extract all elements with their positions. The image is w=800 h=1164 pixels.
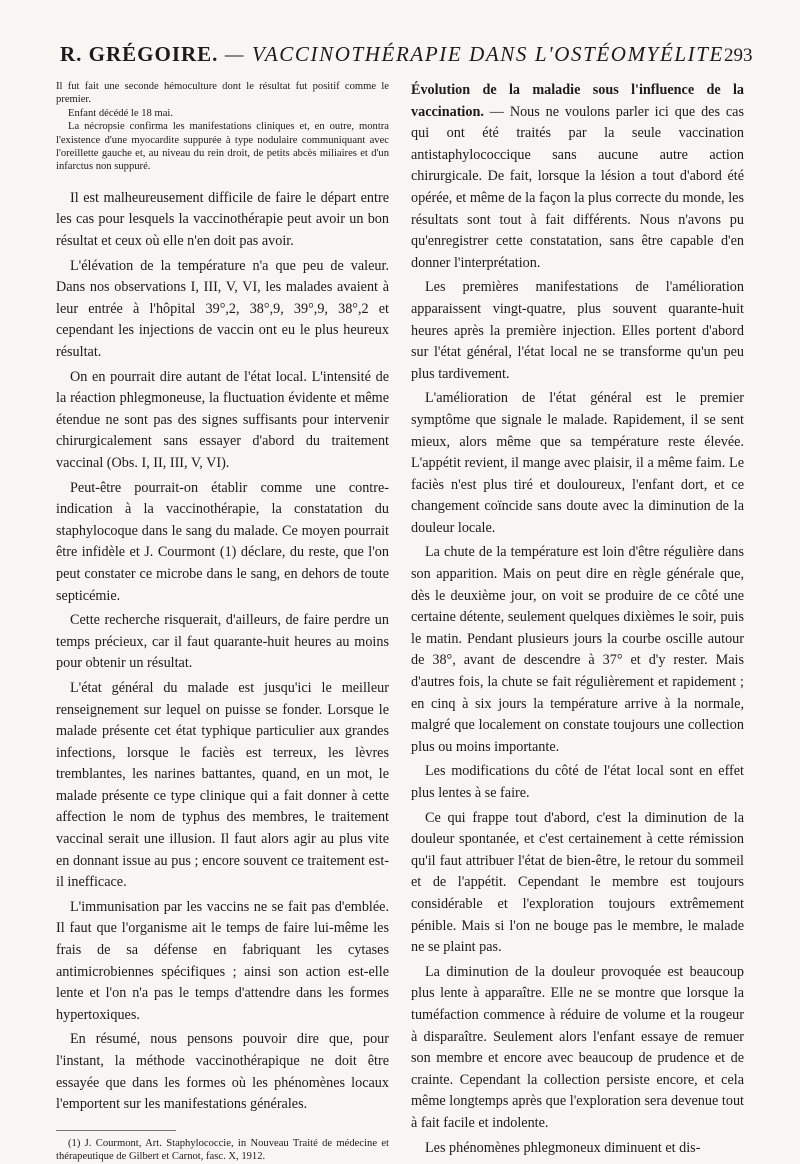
paragraph: L'état général du malade est jusqu'ici le meilleur renseignement sur lequel on puisse se fonder. Lorsque le malade présente cet état typhique particulier aux grandes infections, lorsque le faciès est terreux, les lèvres tremblantes, les narines battantes, quand, en un mot, le malade présente ce type clinique qui a fait donner à cette affection le nom de typhus des membres, le traitement vaccinal serait une illusion. Il faut alors agir au plus vite en donnant issue au pus ; encore souvent ce traitement est-il inefficace.	[56, 679, 389, 891]
right-column	[411, 80, 744, 1162]
left-column	[56, 80, 389, 1164]
paragraph: La diminution de la douleur provoquée est beaucoup plus lente à apparaître. Elle ne se montre que lorsque la tuméfaction commence à réduire de volume et la rougeur à disparaître. Seulement alors l'enfant essaye de remuer son membre et encore avec beaucoup de prudence et de crainte. Cependant la collection persiste encore, et cela même longtemps après que l'exploration sera devenue tout à fait facile et indolente.	[411, 963, 744, 1131]
header-author: R. GRÉGOIRE.	[60, 42, 219, 66]
running-header	[60, 42, 753, 67]
section-lead: — Nous ne voulons parler ici que des cas qui ont été traités par la seule vaccination antistaphylococcique sans aucune autre action chirurgicale. De fait, lorsque la lésion a tout d'abord été opérée, et même de la façon la plus correcte du monde, les résultats sont tout à fait différents. Nous n'avons pu qu'enregistrer cette constatation, sans être capable d'en donner l'interprétation.	[411, 103, 744, 271]
header-rubric: — VACCINOTHÉRAPIE DANS L'OSTÉOMYÉLITE	[224, 42, 724, 66]
paragraph: On en pourrait dire autant de l'état local. L'intensité de la réaction phlegmoneuse, la fluctuation évidente et même étendue ne sont pas des signes suffisants pour intervenir chirurgicalement sans essayer d'abord du traitement vaccinal (Obs. I, II, III, V, VI).	[56, 368, 389, 471]
paragraph: Les premières manifestations de l'amélioration apparaissent vingt-quatre, plus souvent quarante-huit heures après la première injection. Elles portent d'abord sur l'état général, l'état local ne se transforme qu'un peu plus tardivement.	[411, 279, 744, 382]
case-note-line: La nécropsie confirma les manifestations cliniques et, en outre, montra l'existence d'une myocardite suppurée à type nodulaire communiquant avec l'oreillette gauche et, au niveau du rein droit, de petits abcès miliaires et d'un infarctus non suppuré.	[56, 121, 389, 173]
footnote-divider	[56, 1130, 176, 1131]
paragraph: Les modifications du côté de l'état local sont en effet plus lentes à se faire.	[411, 763, 744, 801]
case-note-line: Il fut fait une seconde hémoculture dont le résultat fut positif comme le premier.	[56, 81, 389, 106]
paragraph: Les phénomènes phlegmoneux diminuent et dis-	[425, 1139, 701, 1156]
paragraph: Ce qui frappe tout d'abord, c'est la diminution de la douleur spontanée, et c'est certainement à cette rémission qu'il faut attribuer l'état de bien-être, le retour du sommeil et de l'appétit. Cependant le membre est toujours considérable et l'exploration toujours extrêmement pénible. Mais si l'on ne bouge pas le membre, le malade ne se plaint pas.	[411, 809, 744, 956]
paragraph: Peut-être pourrait-on établir comme une contre-indication à la vaccinothérapie, la constatation du staphylocoque dans le sang du malade. Ce moyen pourrait être infidèle et J. Courmont (1) déclare, du reste, que l'on peut constater ce microbe dans le sang, en dehors de toute septicémie.	[56, 479, 389, 604]
section-heading: Évolution de la maladie sous l'influence de la vaccination.	[411, 82, 744, 120]
page-number: 293	[723, 45, 753, 66]
running-title	[60, 42, 724, 67]
paragraph: L'immunisation par les vaccins ne se fait pas d'emblée. Il faut que l'organisme ait le temps de faire lui-même les frais de sa défense en fabriquant les cytases antimicrobiennes spécifiques ; ainsi son action est-elle lente et l'on n'a pas le temps d'attendre dans les formes hypertoxiques.	[56, 898, 389, 1023]
paragraph: Il est malheureusement difficile de faire le départ entre les cas pour lesquels la vaccinothérapie peut avoir un bon résultat et ceux où elle n'en doit pas avoir.	[56, 189, 389, 250]
paragraph: La chute de la température est loin d'être régulière dans son apparition. Mais on peut dire en règle générale que, dès le deuxième jour, on voit se produire de ce côté une certaine détente, seulement quelques dixièmes le soir, puis le matin. Pendant plusieurs jours la courbe oscille autour de 38°, avant de descendre à 37° et d'y rester. Mais d'autres fois, la chute se fait régulièrement et rapidement ; en cinq à six jours la température arrive à la normale, malgré que localement on constate toujours une collection plus ou moins importante.	[411, 544, 744, 755]
case-report-note	[56, 80, 389, 174]
paragraph: L'élévation de la température n'a que peu de valeur. Dans nos observations I, III, V, VI, les malades avaient à leur entrée à l'hôpital 39°,2, 38°,9, 39°,9, 38°,2 et cependant les injections de vaccin ont eu le plus heureux résultat.	[56, 257, 389, 360]
case-note-line: Enfant décédé le 18 mai.	[68, 107, 174, 119]
section-paragraph	[411, 80, 744, 274]
paragraph: Cette recherche risquerait, d'ailleurs, de faire perdre un temps précieux, car il faut quarante-huit heures au moins pour obtenir un résultat.	[56, 612, 389, 672]
paragraph: En résumé, nous pensons pouvoir dire que, pour l'instant, la méthode vaccinothérapique ne doit être essayée que dans les formes où les phénomènes locaux l'emportent sur les manifestations générales.	[56, 1031, 389, 1113]
footnote: (1) J. Courmont, Art. Staphylococcie, in Nouveau Traité de médecine et thérapeutique de Gilbert et Carnot, fasc. X, 1912.	[56, 1137, 389, 1163]
paragraph: L'amélioration de l'état général est le premier symptôme que signale le malade. Rapidement, il se sent mieux, alors même que sa température reste élevée. L'appétit revient, il mange avec plaisir, il a même faim. Le faciès n'est plus tiré et douloureux, l'enfant dort, et ce changement coïncide sans doute avec la diminution de la douleur locale.	[411, 390, 744, 536]
right-body-text	[411, 80, 744, 1159]
left-body-text	[56, 188, 389, 1116]
